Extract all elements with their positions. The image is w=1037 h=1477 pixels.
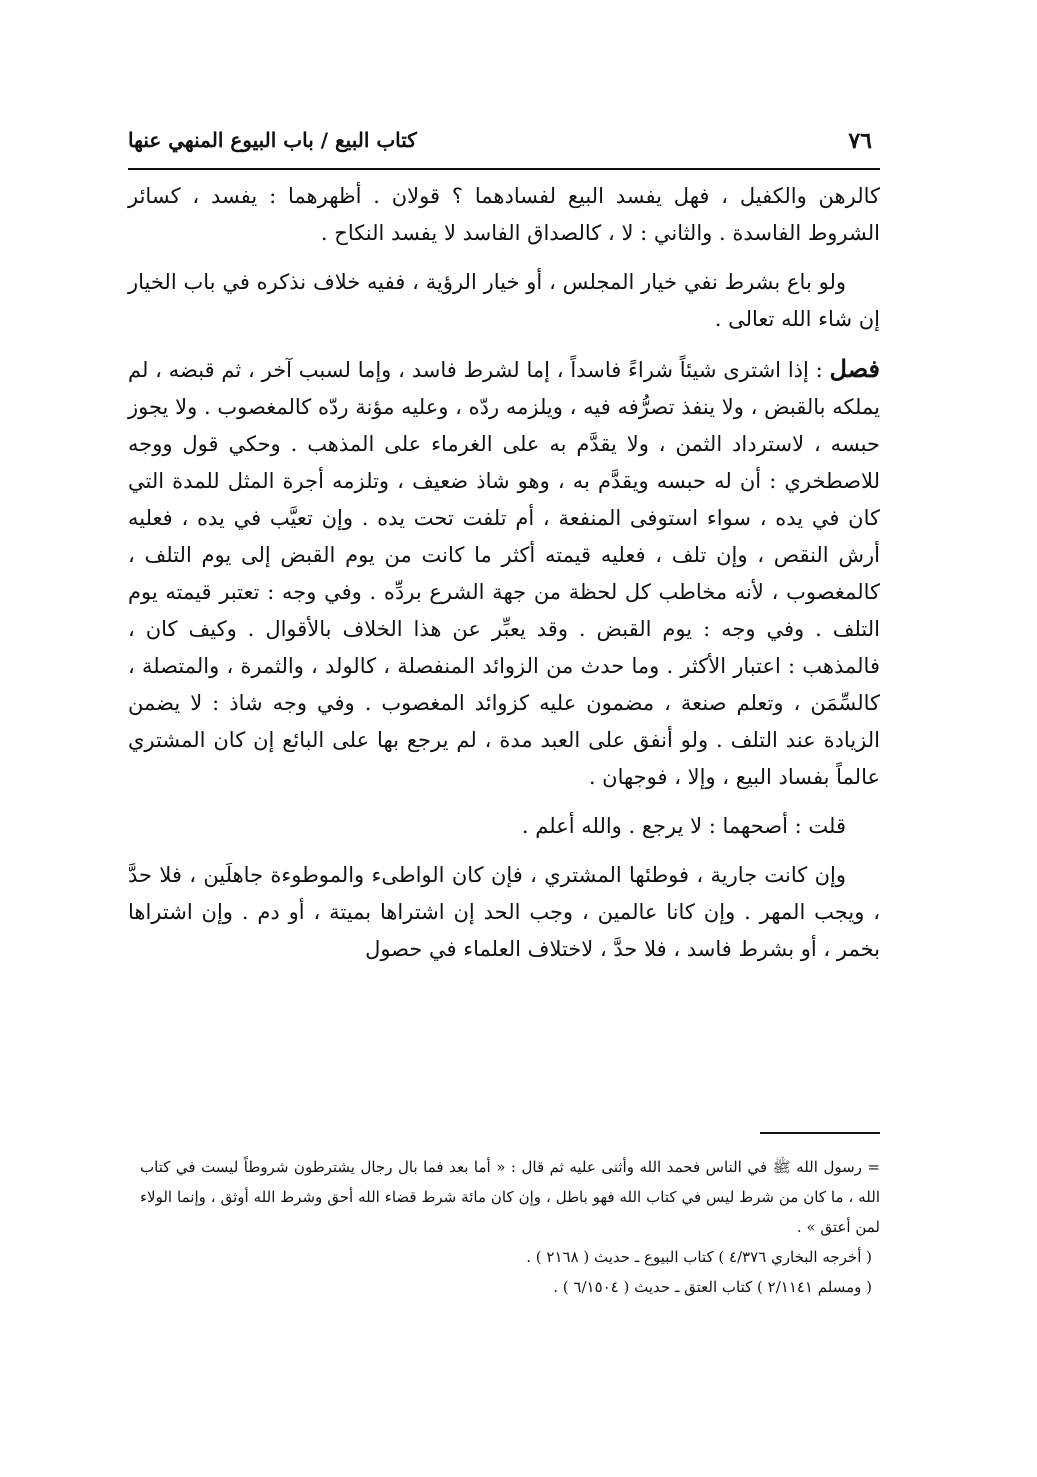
- paragraph-3: [128, 350, 880, 796]
- page-number: ٧٦: [848, 128, 872, 154]
- footnotes: [140, 1152, 880, 1302]
- main-text: [128, 178, 880, 980]
- paragraph-1: كالرهن والكفيل ، فهل يفسد البيع لفسادهما ؟ قولان . أظهرهما : يفسد ، كسائر الشروط الفاسدة . والثاني : لا ، كالصداق الفاسد لا يفسد النكاح .: [128, 184, 880, 245]
- running-title: كتاب البيع / باب البيوع المنهي عنها: [128, 128, 417, 152]
- paragraph-2: ولو باع بشرط نفي خيار المجلس ، أو خيار الرؤية ، ففيه خلاف نذكره في باب الخيار إن شاء الله تعالى .: [128, 270, 880, 331]
- footnote-rule: [760, 1132, 880, 1134]
- section-heading-word: فصل: [829, 354, 880, 383]
- footnote-reference-muslim: ( ومسلم ٢/١١٤١ ) كتاب العتق ـ حديث ( ٦/١٥٠٤ ) .: [553, 1278, 872, 1296]
- footnote-reference-bukhari: ( أخرجه البخاري ٤/٣٧٦ ) كتاب البيوع ـ حديث ( ٢١٦٨ ) .: [526, 1248, 872, 1266]
- paragraph-4: قلت : أصحهما : لا يرجع . والله أعلم .: [521, 814, 846, 838]
- paragraph-5: وإن كانت جارية ، فوطئها المشتري ، فإن كان الواطىء والموطوءة جاهلَين ، فلا حدَّ ، ويجب المهر . وإن كانا عالمين ، وجب الحد إن اشتراها بميتة ، أو دم . وإن اشتراها بخمر ، أو بشرط فاسد ، فلا حدَّ ، لاختلاف العلماء في حصول: [128, 863, 880, 961]
- footnote-continuation: = رسول الله ﷺ في الناس فحمد الله وأثنى عليه ثم قال : « أما بعد فما بال رجال يشترطون شروطاً ليست في كتاب الله ، ما كان من شرط ليس في كتاب الله فهو باطل ، وإن كان مائة شرط قضاء الله أحق وشرط الله أوثق ، وإنما الولاء لمن أعتق » .: [140, 1158, 880, 1236]
- paragraph-3-text: : إذا اشترى شيئاً شراءً فاسداً ، إما لشرط فاسد ، وإما لسبب آخر ، ثم قبضه ، لم يملكه بالقبض ، ولا ينفذ تصرُّفه فيه ، ويلزمه ردّه ، وعليه مؤنة ردّه كالمغصوب . ولا يجوز حبسه ، لاسترداد الثمن ، ولا يقدَّم به على الغرماء على المذهب . وحكي قول ووجه للاصطخري : أن له حبسه ويقدَّم به ، وهو شاذ ضعيف ، وتلزمه أجرة المثل للمدة التي كان في يده ، سواء استوفى المنفعة ، أم تلفت تحت يده . وإن تعيَّب في يده ، فعليه أرش النقص ، وإن تلف ، فعليه قيمته أكثر ما كانت من يوم القبض إلى يوم التلف ، كالمغصوب ، لأنه مخاطب كل لحظة من جهة الشرع بردِّه . وفي وجه : تعتبر قيمته يوم التلف . وفي وجه : يوم القبض . وقد يعبِّر عن هذا الخلاف بالأقوال . وكيف كان ، فالمذهب : اعتبار الأكثر . وما حدث من الزوائد المنفصلة ، كالولد ، والثمرة ، والمتصلة ، كالسِّمَن ، وتعلم صنعة ، مضمون عليه كزوائد المغصوب . وفي وجه شاذ : لا يضمن الزيادة عند التلف . ولو أنفق على العبد مدة ، لم يرجع بها على البائع إن كان المشتري عالماً بفساد البيع ، وإلا ، فوجهان .: [128, 358, 880, 789]
- page-header: [128, 128, 880, 164]
- header-rule: [128, 168, 880, 170]
